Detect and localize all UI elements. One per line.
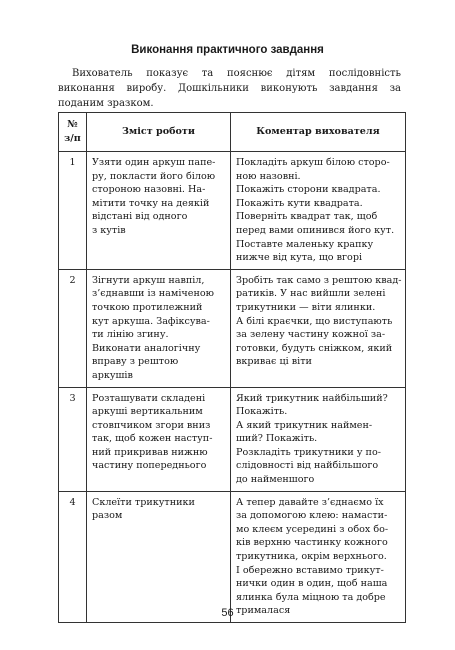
comment-text-line: трималася [236,605,291,617]
work-text-line: Узяти один аркуш папе- [92,157,216,168]
work-text-line: мітити точку на деякій [92,197,210,209]
work-text-line: стороною назовні. На- [92,184,206,196]
comment-text-line: Поверніть квадрат так, щоб [236,211,378,223]
work-text-line: з кутів [92,224,126,236]
comment-text-line: трикутника, окрім верхнього. [236,551,387,563]
comment-text-line: мо клеєм усередині з обох бо- [236,523,389,535]
work-text-line: з’єднавши із наміченою [92,288,214,300]
comment-text-line: ків верхню частинку кожного [236,537,388,549]
section-title: Виконання практичного завдання [131,44,324,56]
comment-text-line: за зелену частину кожної за- [236,329,386,341]
comment-text-line: ший? Покажіть. [236,433,318,445]
work-text-line: ти лінію згину. [92,329,169,341]
work-text-line: відстані від одного [92,211,188,223]
header-work: Зміст роботи [87,113,231,152]
table-row [59,152,406,270]
work-cell [87,269,231,387]
work-cell [87,152,231,270]
work-text-line: аркуші вертикальним [92,406,203,418]
comment-cell [231,491,406,622]
comment-text-line: перед вами опинився його кут. [236,224,395,236]
table-row [59,387,406,491]
comment-text-line: нижче від кута, що вгорі [236,252,363,264]
comment-text-line: Зробіть так само з рештою квад- [236,274,402,286]
table-row [59,269,406,387]
comment-cell [231,269,406,387]
work-text-line: так, щоб кожен наступ- [92,433,213,445]
work-text-line: ру, покласти його білою [92,170,216,182]
header-comment: Коментар вихователя [231,113,406,152]
header-number [59,113,87,152]
intro-paragraph [58,66,401,111]
comment-text-line: А який трикутник наймен- [236,419,373,431]
page-number: 56 [221,607,234,619]
work-text-line: Розташувати складені [92,392,206,404]
comment-text-line: трикутники — віти ялинки. [236,301,376,313]
header-number-abbr: з/п [64,133,81,144]
comment-text-line: Покажіть кути квадрата. [236,197,363,209]
work-text-line: ний прикривав нижню [92,446,208,458]
work-text-line: стовпчиком згори вниз [92,419,211,431]
work-text-line: разом [92,510,123,522]
work-text-line: аркушів [92,369,133,381]
work-text-line: кут аркуша. Зафіксува- [92,315,210,327]
table-row [59,491,406,622]
comment-text-line: нички один в один, щоб наша [236,578,388,590]
work-text-line: Склеїти трикутники [92,496,195,508]
comment-text-line: готовки, будуть сніжком, який [236,342,393,354]
comment-text-line: А білі краєчки, що виступають [236,315,393,327]
table-body [59,152,406,623]
comment-text-line: Покажіть сторони квадрата. [236,184,381,196]
row-number: 3 [59,387,87,491]
comment-text-line: за допомогою клею: намасти- [236,510,388,522]
comment-text-line: Розкладіть трикутники у по- [236,446,381,458]
work-text-line: точкою протилежний [92,301,203,313]
comment-text-line: А тепер давайте з’єднаємо їх [236,496,384,508]
comment-text-line: І обережно вставимо трикут- [236,564,384,576]
work-text-line: вправу з рештою [92,356,179,368]
row-number: 1 [59,152,87,270]
comment-text-line: ратиків. У нас вийшли зелені [236,288,386,300]
comment-text-line: Поставте маленьку крапку [236,238,374,250]
comment-text-line: до найменшого [236,474,315,486]
work-cell [87,387,231,491]
table-header-row [59,113,406,152]
intro-text: виробу. Дошкільники виконують завдання за поданим зразком. [58,83,401,109]
comment-text-line: ною назовні. [236,170,301,182]
comment-text-line: Покладіть аркуш білою сторо- [236,157,390,168]
comment-text-line: Який трикутник найбільший? [236,392,388,404]
work-table [58,112,406,623]
work-text-line: Зігнути аркуш навпіл, [92,274,205,286]
comment-text-line: ялинка була міцною та добре [236,591,386,603]
header-number-symbol: № [67,119,78,131]
comment-cell [231,387,406,491]
work-text-line: частину попереднього [92,460,207,472]
comment-text-line: вкриває ці віти [236,356,312,368]
comment-cell [231,152,406,270]
work-text-line: Виконати аналогічну [92,342,201,354]
row-number: 4 [59,491,87,622]
row-number: 2 [59,269,87,387]
comment-text-line: Покажіть. [236,406,288,418]
intro-text: Вихователь показує та пояснює дітям послідовність виконання [58,68,401,94]
work-cell [87,491,231,622]
comment-text-line: слідовності від найбільшого [236,460,379,472]
